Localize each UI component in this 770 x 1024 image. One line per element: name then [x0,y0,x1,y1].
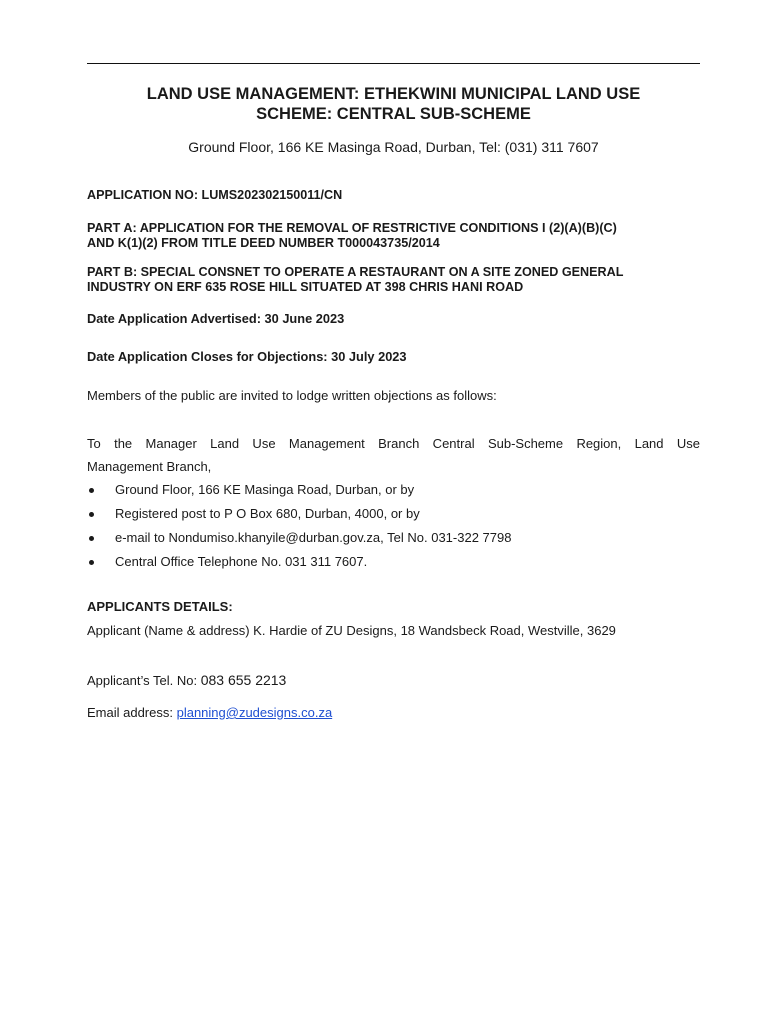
part-b-line-1: PART B: SPECIAL CONSNET TO OPERATE A RESTAURANT ON A SITE ZONED GENERAL [87,265,624,279]
applicant-tel [87,672,700,689]
part-a-line-1: PART A: APPLICATION FOR THE REMOVAL OF RESTRICTIVE CONDITIONS I (2)(A)(B)(C) [87,221,617,235]
manager-line-1: To the Manager Land Use Management Branch Central Sub-Scheme Region, Land Use [87,436,700,451]
date-closes: Date Application Closes for Objections: 30 July 2023 [87,349,407,364]
part-a-line-2: AND K(1)(2) FROM TITLE DEED NUMBER T000043735/2014 [87,235,440,250]
list-item [87,478,700,502]
manager-line-2: Management Branch, [87,459,212,474]
top-rule [87,63,700,64]
manager-address [87,432,700,478]
objection-methods-list [87,478,700,574]
list-item-text: Ground Floor, 166 KE Masinga Road, Durban, or by [115,482,415,497]
title-line-1: LAND USE MANAGEMENT: ETHEKWINI MUNICIPAL LAND USE [146,85,641,103]
applicant-email [87,705,700,721]
list-item [87,526,700,550]
list-item [87,550,700,574]
part-a-heading [87,221,700,250]
bullet-icon [89,536,94,541]
bullet-icon [89,560,94,565]
list-item [87,502,700,526]
list-item-text: Central Office Telephone No. 031 311 7607. [115,554,368,569]
applicant-line: Applicant (Name & address) K. Hardie of ZU Designs, 18 Wandsbeck Road, Westville, 3629 [87,623,616,638]
email-link[interactable]: planning@zudesigns.co.za [176,705,333,720]
list-item-text: e-mail to Nondumiso.khanyile@durban.gov.za, Tel No. 031-322 7798 [115,530,512,545]
applicants-heading: APPLICANTS DETAILS: [87,599,233,614]
document-page [87,0,700,1024]
title-line-2: SCHEME: CENTRAL SUB-SCHEME [256,104,531,123]
email-label: Email address: [87,705,177,720]
part-b-heading [87,265,700,294]
tel-label: Applicant’s Tel. No: [87,673,201,688]
application-number: APPLICATION NO: LUMS202302150011/CN [87,188,343,202]
invite-text: Members of the public are invited to lodge written objections as follows: [87,388,497,403]
bullet-icon [89,512,94,517]
date-advertised: Date Application Advertised: 30 June 2023 [87,311,345,326]
tel-value: 083 655 2213 [200,672,287,688]
document-title [87,85,700,124]
list-item-text: Registered post to P O Box 680, Durban, 4000, or by [115,506,420,521]
bullet-icon [89,488,94,493]
part-b-line-2: INDUSTRY ON ERF 635 ROSE HILL SITUATED AT 398 CHRIS HANI ROAD [87,279,524,294]
office-address: Ground Floor, 166 KE Masinga Road, Durban, Tel: (031) 311 7607 [188,139,599,155]
